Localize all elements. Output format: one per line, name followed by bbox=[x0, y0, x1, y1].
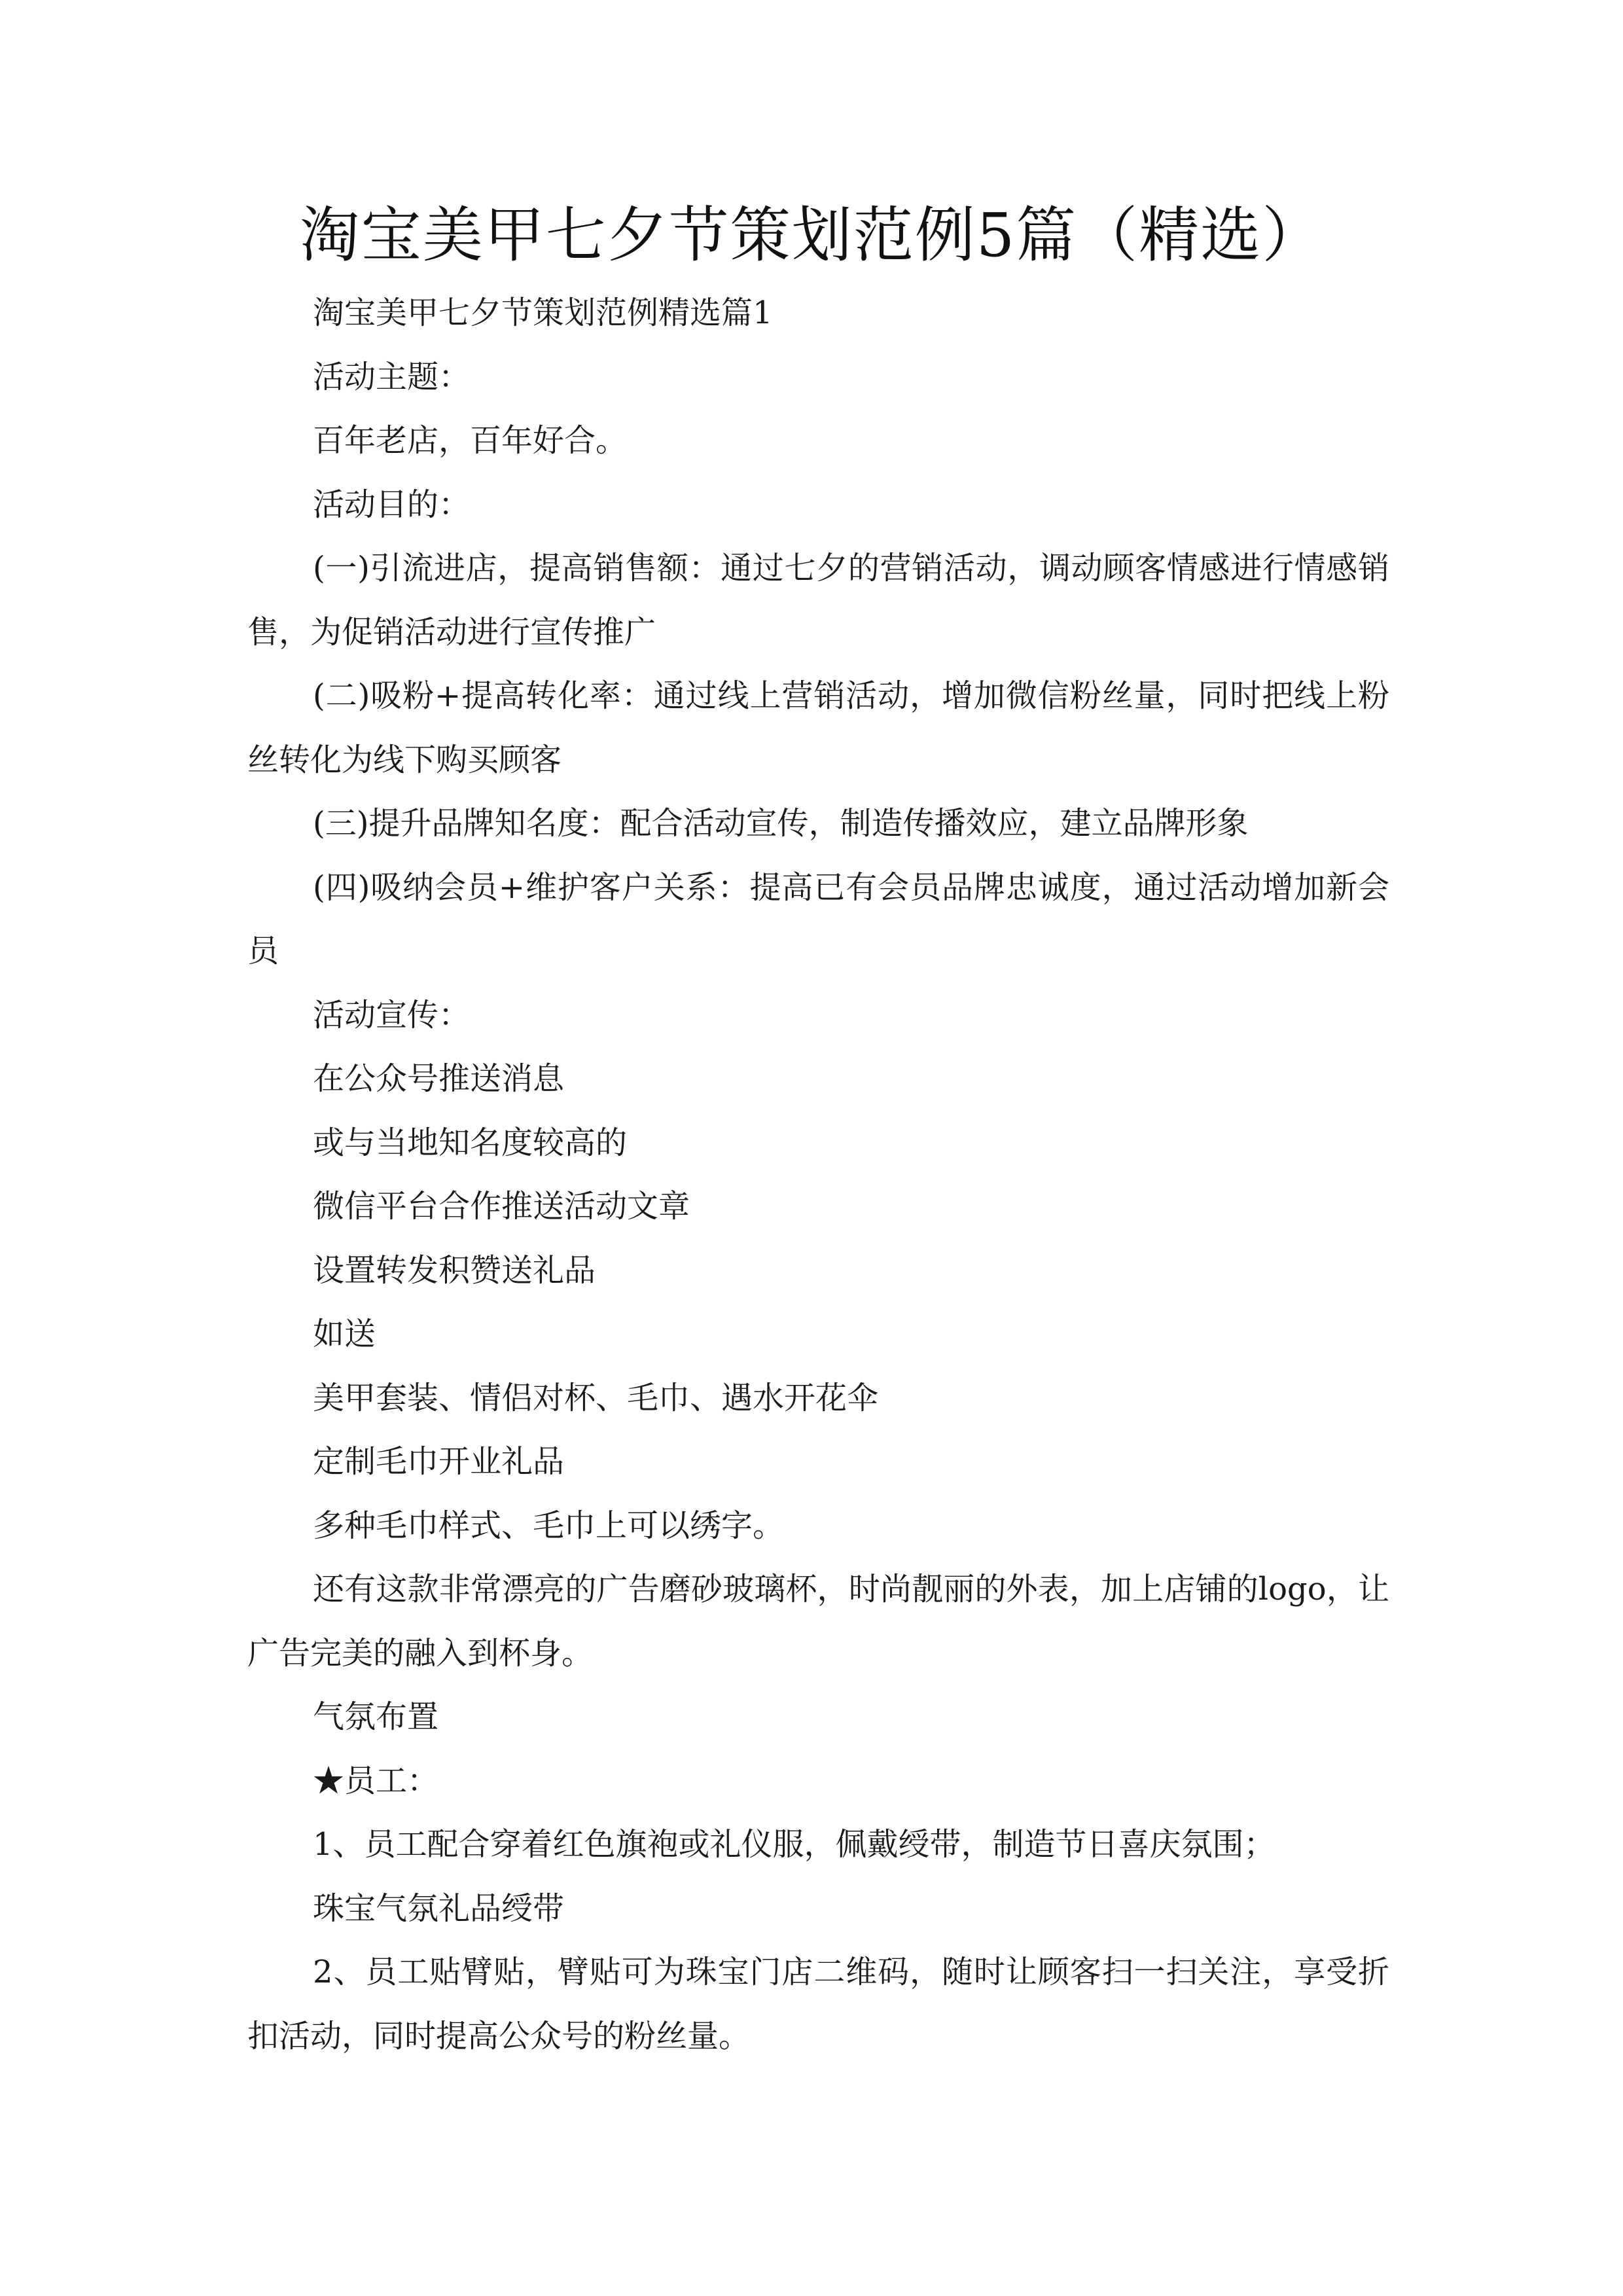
paragraph-section-heading: 淘宝美甲七夕节策划范例精选篇1 bbox=[313, 295, 773, 331]
paragraph-purpose-label: 活动目的： bbox=[313, 486, 471, 523]
paragraph-promo-3: 微信平台合作推送活动文章 bbox=[313, 1188, 690, 1225]
paragraph-purpose-1: (一)引流进店，提高销售额：通过七夕的营销活动，调动顾客情感进行情感销售，为促销活动进行宣传推广 bbox=[247, 550, 1389, 651]
paragraph-promo-5: 如送 bbox=[313, 1316, 376, 1352]
paragraph-promo-7: 定制毛巾开业礼品 bbox=[313, 1443, 565, 1480]
document-body bbox=[247, 281, 1389, 2068]
document-title: 淘宝美甲七夕节策划范例5篇（精选） bbox=[299, 200, 1324, 270]
paragraph-staff-label: ★员工： bbox=[313, 1762, 439, 1799]
paragraph-promo-2: 或与当地知名度较高的 bbox=[313, 1124, 628, 1161]
paragraph-promo-4: 设置转发积赞送礼品 bbox=[313, 1251, 596, 1289]
paragraph-theme-label: 活动主题： bbox=[313, 358, 471, 395]
paragraph-theme: 百年老店，百年好合。 bbox=[313, 422, 628, 459]
paragraph-promo-1: 在公众号推送消息 bbox=[313, 1060, 565, 1097]
paragraph-promo-label: 活动宣传： bbox=[313, 996, 471, 1033]
paragraph-purpose-4: (四)吸纳会员+维护客户关系：提高已有会员品牌忠诚度，通过活动增加新会员 bbox=[247, 869, 1389, 969]
paragraph-promo-8: 多种毛巾样式、毛巾上可以绣字。 bbox=[313, 1507, 785, 1544]
paragraph-staff-3: 2、员工贴臂贴，臂贴可为珠宝门店二维码，随时让顾客扫一扫关注，享受折扣活动，同时提高公众号的粉丝量。 bbox=[247, 1954, 1389, 2054]
paragraph-promo-6: 美甲套装、情侣对杯、毛巾、遇水开花伞 bbox=[313, 1379, 879, 1416]
paragraph-staff-2: 珠宝气氛礼品绶带 bbox=[313, 1890, 565, 1927]
paragraph-atmosphere-label: 气氛布置 bbox=[313, 1698, 439, 1735]
paragraph-purpose-3: (三)提升品牌知名度：配合活动宣传，制造传播效应，建立品牌形象 bbox=[313, 805, 1249, 842]
paragraph-staff-1: 1、员工配合穿着红色旗袍或礼仪服，佩戴绶带，制造节日喜庆氛围； bbox=[313, 1826, 1275, 1863]
paragraph-promo-9: 还有这款非常漂亮的广告磨砂玻璃杯，时尚靓丽的外表，加上店铺的logo，让广告完美的融入到杯身。 bbox=[247, 1571, 1389, 1672]
paragraph-purpose-2: (二)吸粉+提高转化率：通过线上营销活动，增加微信粉丝量，同时把线上粉丝转化为线下购买顾客 bbox=[247, 677, 1389, 778]
